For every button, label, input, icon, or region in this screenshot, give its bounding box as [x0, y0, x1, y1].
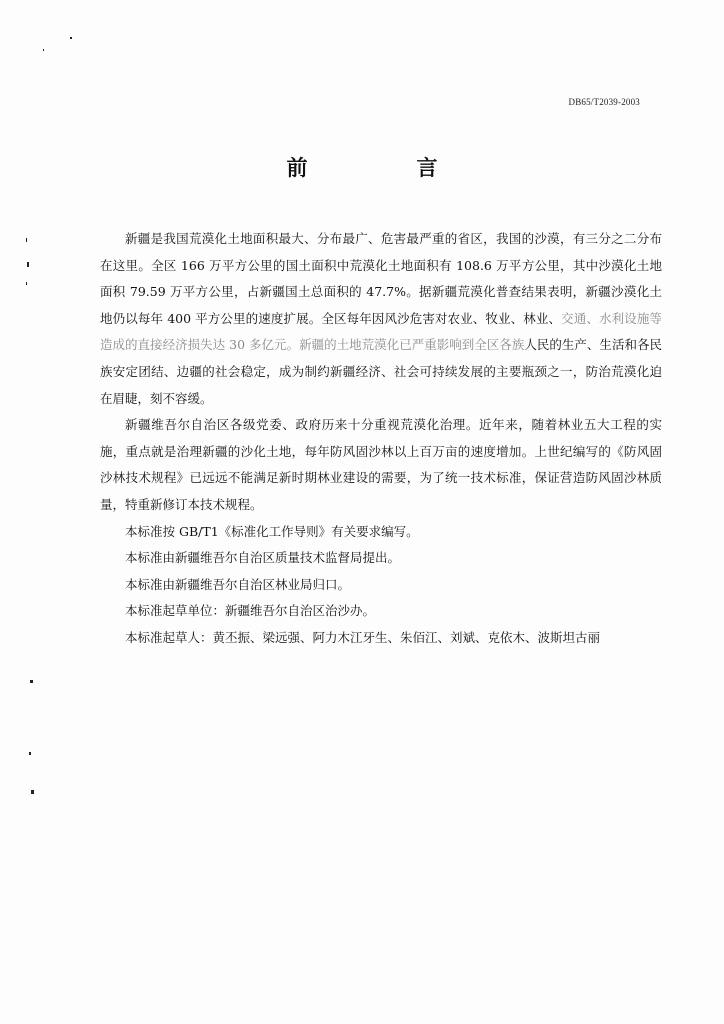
- paragraph: 本标准起草人：黄丕振、梁远强、阿力木江牙生、朱佰江、刘斌、克依木、波斯坦古丽: [125, 629, 601, 645]
- paragraph: [100, 226, 662, 412]
- scan-speck: [29, 752, 31, 755]
- paragraph: 新疆维吾尔自治区各级党委、政府历来十分重视荒漠化治理。近年来，随着林业五大工程的实施，重点就是治理新疆的沙化土地，每年防风固沙林以上百万亩的速度增加。上世纪编写的《防风固沙林技术规程》已远远不能满足新时期林业建设的需要，为了统一技术标准，保证营造防风固沙林质量，特重新修订本技术规程。: [100, 417, 662, 512]
- paragraph-text: 新疆是我国荒漠化土地面积最大、分布最广、危害最严重的省区，我国的沙漠，有三分之二分布在这里。全区 166 万平方公里的国土面积中荒漠化土地面积有 108.6 万平方公里，其中沙漠化土地面积 79.59 万平方公里，占新疆国土总面积的 47.7%。据新疆荒漠化普查结果表明，新疆沙漠化土地仍以每年 400 平方公里的速度扩展。全区每年因风沙危害对农业、牧业、林业、: [100, 231, 662, 326]
- scan-speck: [27, 262, 29, 267]
- scan-speck: [26, 282, 27, 285]
- scan-speck: [30, 680, 33, 683]
- faded-paragraph-text: 交通、水利设施等造成的直接经济损失达 30 多亿元。新疆的土地荒漠化已严重影响到全区各族: [100, 310, 662, 353]
- scan-speck: [26, 238, 27, 242]
- paragraph: 本标准按 GB/T1《标准化工作导则》有关要求编写。: [125, 523, 419, 539]
- scan-speck: [43, 49, 44, 51]
- foreword-body: [100, 226, 662, 652]
- scan-speck: [70, 37, 72, 39]
- paragraph: 本标准由新疆维吾尔自治区质量技术监督局提出。: [125, 550, 401, 566]
- paragraph: 本标准起草单位：新疆维吾尔自治区治沙办。: [125, 603, 376, 619]
- page-title: 前 言: [286, 156, 482, 180]
- paragraph: 本标准由新疆维吾尔自治区林业局归口。: [125, 576, 351, 592]
- document-code: DB65/T2039-2003: [568, 97, 640, 107]
- paragraph-text: 人民的生产、生活和各民族安定团结、边疆的社会稳定，成为制约新疆经济、社会可持续发展的主要瓶颈之一，防治荒漠化迫在眉睫，刻不容缓。: [100, 337, 662, 406]
- scan-speck: [31, 790, 34, 794]
